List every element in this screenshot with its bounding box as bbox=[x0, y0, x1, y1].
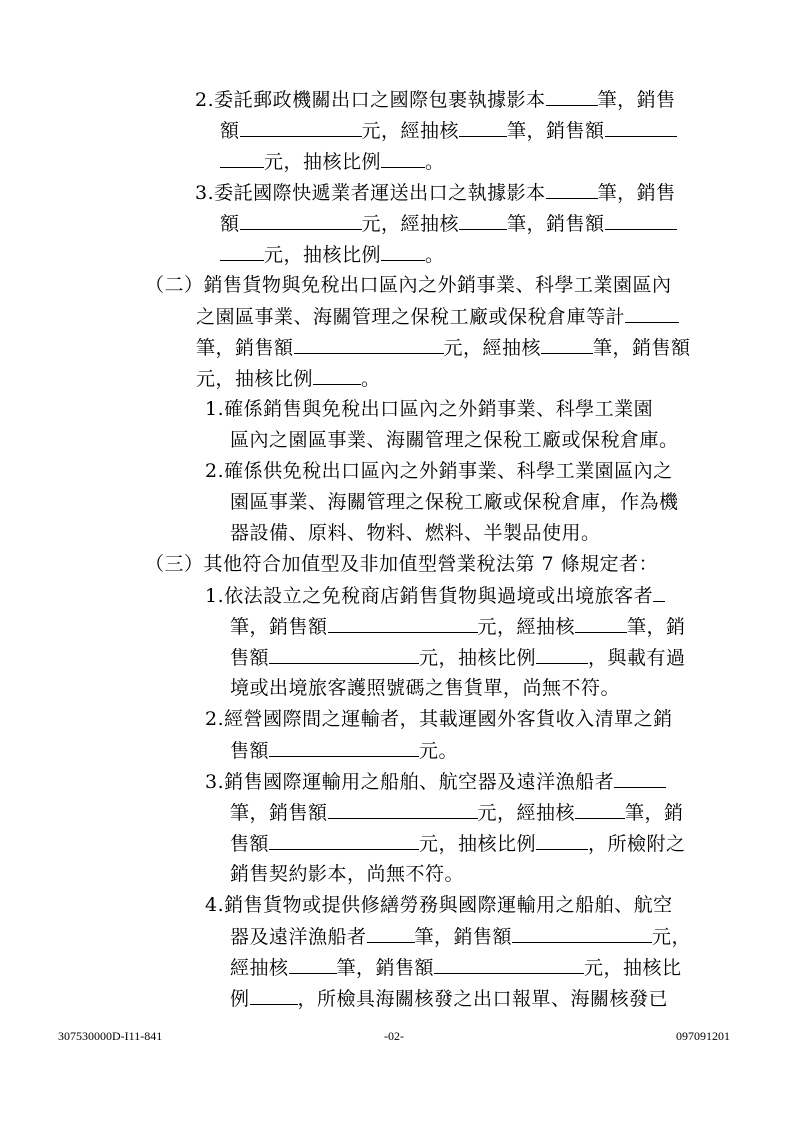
text-segment: 1.依法設立之免稅商店銷售貨物與過境或出境旅客者 bbox=[205, 585, 654, 607]
fill-in-blank[interactable] bbox=[269, 739, 419, 757]
text-segment: 筆，銷 bbox=[627, 616, 686, 638]
text-segment: 筆，銷售額 bbox=[593, 337, 691, 359]
text-line bbox=[230, 646, 686, 669]
text-segment: 2.委託郵政機關出口之國際包裹執據影本 bbox=[195, 89, 546, 111]
text-segment: 元，抽核比例 bbox=[264, 244, 382, 266]
fill-in-blank[interactable] bbox=[605, 212, 677, 230]
text-line bbox=[205, 460, 673, 482]
text-line bbox=[220, 119, 677, 142]
text-segment: 經抽核 bbox=[230, 957, 289, 979]
text-line bbox=[196, 336, 691, 359]
text-segment: 2.確係供免稅出口區內之外銷事業、科學工業園區內之 bbox=[205, 460, 673, 482]
fill-in-blank[interactable] bbox=[294, 336, 444, 354]
footer-document-code: 307530000D-I11-841 bbox=[58, 1029, 163, 1043]
fill-in-blank[interactable] bbox=[269, 832, 419, 850]
text-segment: 。 bbox=[361, 368, 381, 390]
text-segment: 筆，銷售額 bbox=[507, 120, 605, 142]
text-segment: ，所檢附之 bbox=[588, 833, 686, 855]
text-segment: 額 bbox=[220, 213, 240, 235]
text-segment: 器及遠洋漁船者 bbox=[230, 926, 367, 948]
text-line bbox=[220, 212, 677, 235]
fill-in-blank[interactable] bbox=[536, 646, 588, 664]
text-segment: 4.銷售貨物或提供修繕勞務與國際運輸用之船舶、航空 bbox=[205, 894, 673, 916]
text-segment: 筆，銷 bbox=[625, 802, 684, 824]
text-segment: 。 bbox=[425, 244, 445, 266]
fill-in-blank[interactable] bbox=[434, 956, 584, 974]
text-line bbox=[205, 894, 673, 916]
text-line bbox=[230, 801, 684, 824]
text-segment: 元，經抽核 bbox=[361, 213, 460, 235]
fill-in-blank[interactable] bbox=[240, 212, 362, 230]
text-segment: 筆，銷售額 bbox=[336, 957, 435, 979]
text-line bbox=[230, 863, 464, 885]
text-segment: 。 bbox=[425, 151, 445, 173]
text-line bbox=[196, 367, 381, 390]
text-line bbox=[230, 739, 458, 762]
fill-in-blank[interactable] bbox=[220, 243, 264, 261]
text-line bbox=[230, 522, 601, 544]
text-segment: 元，經抽核 bbox=[443, 337, 542, 359]
text-segment: 元，抽核比例 bbox=[264, 151, 382, 173]
text-line bbox=[230, 832, 686, 855]
fill-in-blank[interactable] bbox=[605, 119, 677, 137]
text-segment: 筆，銷售額 bbox=[414, 926, 513, 948]
fill-in-blank[interactable] bbox=[328, 615, 478, 633]
fill-in-blank[interactable] bbox=[381, 150, 425, 168]
text-segment: 售額 bbox=[230, 833, 270, 855]
text-segment: 筆，銷售額 bbox=[230, 802, 328, 824]
text-line bbox=[205, 770, 666, 793]
text-segment: 筆，銷售額 bbox=[230, 616, 328, 638]
text-segment: ，所檢具海關核發之出口報單、海關核發已 bbox=[297, 988, 669, 1010]
fill-in-blank[interactable] bbox=[536, 832, 588, 850]
text-line bbox=[230, 615, 686, 638]
text-segment: 額 bbox=[220, 120, 240, 142]
text-line bbox=[230, 956, 682, 979]
text-segment: ，與載有過 bbox=[588, 647, 686, 669]
text-segment: 之園區事業、海關管理之保稅工廠或保稅倉庫等計 bbox=[196, 306, 626, 328]
fill-in-blank[interactable] bbox=[546, 88, 598, 106]
fill-in-blank[interactable] bbox=[575, 615, 627, 633]
text-segment: 元，抽核比例 bbox=[196, 368, 314, 390]
text-segment: 筆，銷售 bbox=[597, 182, 676, 204]
fill-in-blank[interactable] bbox=[546, 181, 598, 199]
text-line bbox=[230, 677, 620, 699]
fill-in-blank[interactable] bbox=[625, 305, 679, 323]
text-segment: 元，經抽核 bbox=[477, 616, 576, 638]
text-segment: 元，經抽核 bbox=[477, 802, 576, 824]
fill-in-blank[interactable] bbox=[289, 956, 337, 974]
text-line bbox=[196, 305, 679, 328]
fill-in-blank[interactable] bbox=[459, 212, 507, 230]
text-line bbox=[230, 925, 691, 948]
text-segment: 元，抽核比 bbox=[584, 957, 682, 979]
fill-in-blank[interactable] bbox=[240, 119, 362, 137]
text-segment: 元。 bbox=[419, 740, 459, 762]
fill-in-blank[interactable] bbox=[250, 987, 298, 1005]
text-line bbox=[145, 274, 672, 296]
text-segment: 例 bbox=[230, 988, 250, 1010]
fill-in-blank[interactable] bbox=[381, 243, 425, 261]
text-line bbox=[230, 429, 679, 451]
text-segment: 元， bbox=[652, 926, 692, 948]
fill-in-blank[interactable] bbox=[269, 646, 419, 664]
text-segment: （二）銷售貨物與免稅出口區內之外銷事業、科學工業園區內 bbox=[145, 274, 672, 296]
footer-page-number: -02- bbox=[384, 1029, 404, 1043]
fill-in-blank[interactable] bbox=[367, 925, 415, 943]
fill-in-blank[interactable] bbox=[512, 925, 652, 943]
text-segment: 2.經營國際間之運輸者，其載運國外客貨收入清單之銷 bbox=[205, 708, 673, 730]
text-segment: 1.確係銷售與免稅出口區內之外銷事業、科學工業園 bbox=[205, 398, 654, 420]
text-line bbox=[145, 553, 658, 575]
text-segment: 售額 bbox=[230, 740, 270, 762]
fill-in-blank[interactable] bbox=[653, 584, 665, 602]
text-line bbox=[195, 88, 676, 111]
text-segment: 境或出境旅客護照號碼之售貨單，尚無不符。 bbox=[230, 677, 621, 699]
text-segment: 元，經抽核 bbox=[361, 120, 460, 142]
text-line bbox=[230, 987, 668, 1010]
text-segment: 筆，銷售額 bbox=[507, 213, 605, 235]
fill-in-blank[interactable] bbox=[575, 801, 625, 819]
text-segment: 元，抽核比例 bbox=[419, 833, 537, 855]
text-segment: 區內之園區事業、海關管理之保稅工廠或保稅倉庫。 bbox=[230, 429, 679, 451]
fill-in-blank[interactable] bbox=[614, 770, 666, 788]
text-segment: 3.委託國際快遞業者運送出口之執據影本 bbox=[195, 182, 546, 204]
text-segment: 園區事業、海關管理之保稅工廠或保稅倉庫，作為機 bbox=[230, 491, 679, 513]
text-segment: 筆，銷售額 bbox=[196, 337, 294, 359]
text-segment: 筆，銷售 bbox=[597, 89, 676, 111]
text-segment: 3.銷售國際運輸用之船舶、航空器及遠洋漁船者 bbox=[205, 771, 615, 793]
text-line bbox=[220, 150, 445, 173]
fill-in-blank[interactable] bbox=[459, 119, 507, 137]
fill-in-blank[interactable] bbox=[220, 150, 264, 168]
text-line bbox=[205, 708, 673, 730]
text-line bbox=[195, 181, 676, 204]
text-line bbox=[230, 491, 679, 513]
text-segment: 銷售契約影本，尚無不符。 bbox=[230, 863, 465, 885]
text-line bbox=[220, 243, 445, 266]
text-line bbox=[205, 584, 665, 607]
text-line bbox=[205, 398, 653, 420]
text-segment: 元，抽核比例 bbox=[419, 647, 537, 669]
fill-in-blank[interactable] bbox=[313, 367, 361, 385]
text-segment: 器設備、原料、物料、燃料、半製品使用。 bbox=[230, 522, 601, 544]
footer-date-code: 097091201 bbox=[676, 1029, 730, 1043]
text-segment: 售額 bbox=[230, 647, 270, 669]
fill-in-blank[interactable] bbox=[328, 801, 478, 819]
fill-in-blank[interactable] bbox=[541, 336, 593, 354]
text-segment: （三）其他符合加值型及非加值型營業稅法第 7 條規定者： bbox=[145, 553, 659, 575]
